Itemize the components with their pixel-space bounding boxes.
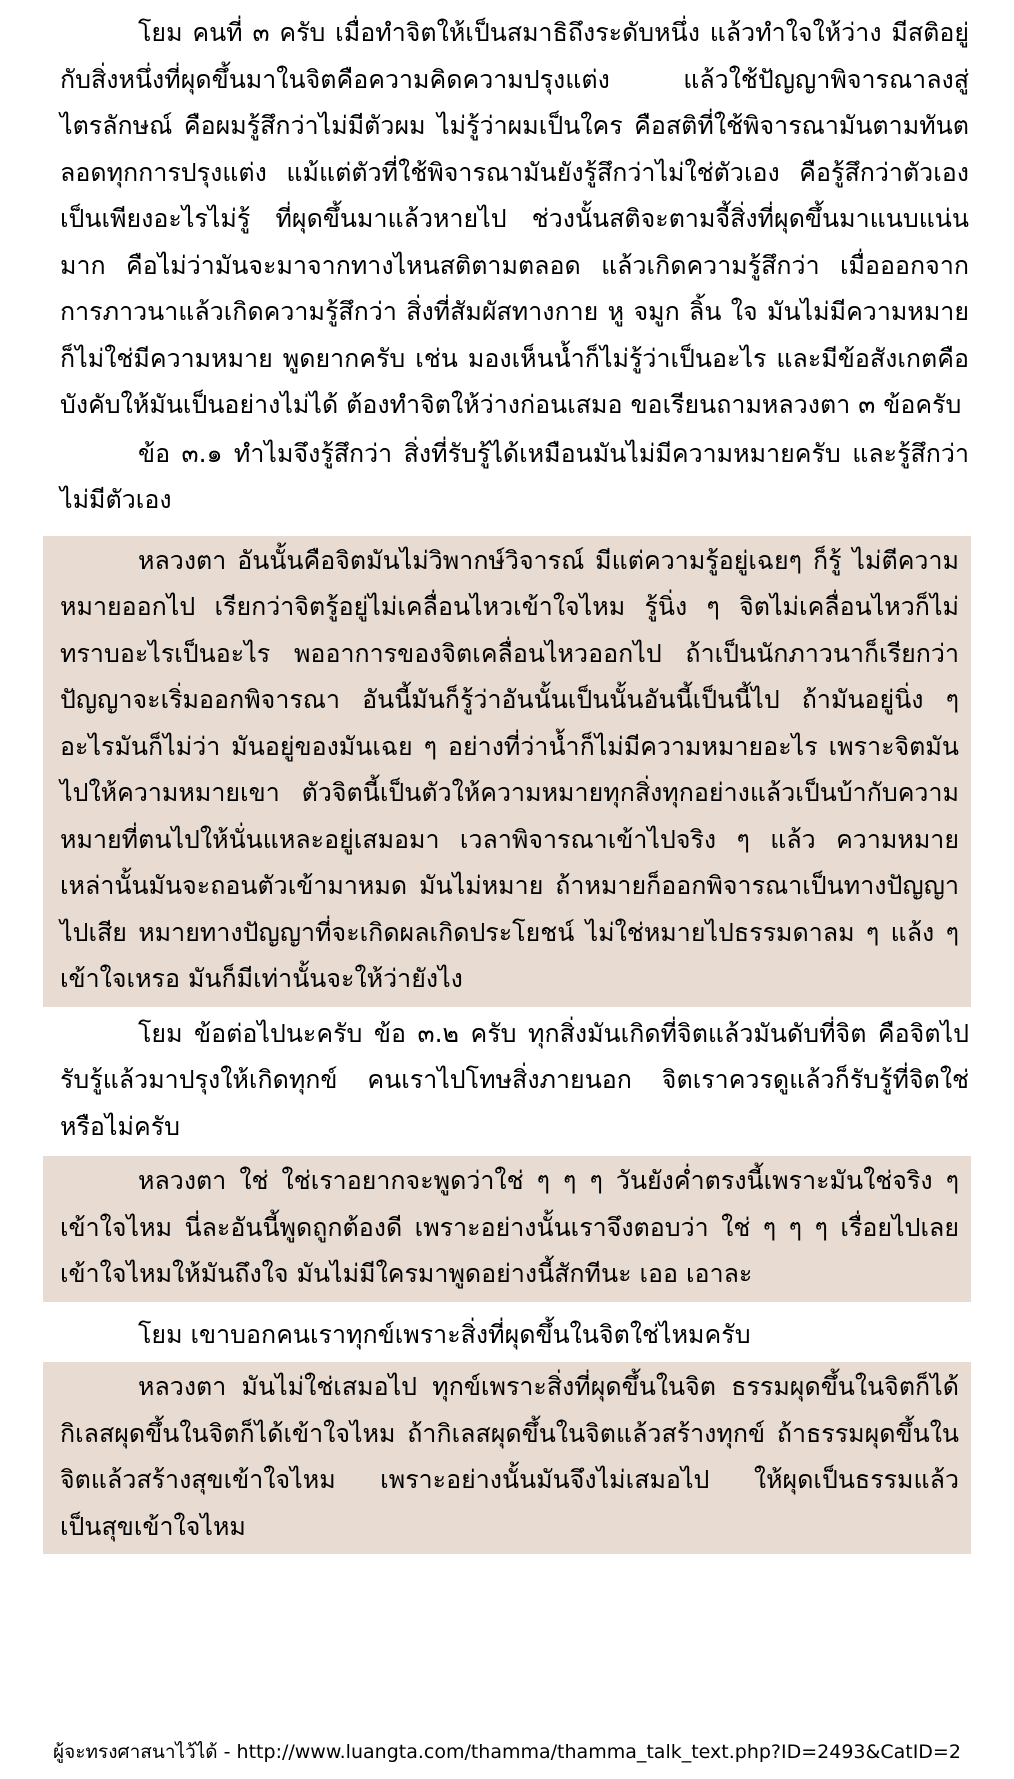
page-footer-source: ผู้จะทรงศาสนาไว้ได้ - http://www.luangta.com/thamma/thamma_talk_text.php?ID=2493&CatID=2 bbox=[53, 1741, 961, 1763]
question-paragraph-3: โยม เขาบอกคนเราทุกข์เพราะสิ่งที่ผุดขึ้นในจิตใช่ไหมครับ bbox=[138, 1319, 751, 1349]
question-paragraph-1: โยม คนที่ ๓ ครับ เมื่อทำจิตให้เป็นสมาธิถึงระดับหนึ่ง แล้วทำใจให้ว่าง มีสติอยู่กับสิ่งหนึ่งที่ผุดขึ้นมาในจิตคือความคิดความปรุงแต่ง แล้วใช้ปัญญาพิจารณาลงสู่ไตรลักษณ์ คือผมรู้สึกว่าไม่มีตัวผม ไม่รู้ว่าผมเป็นใคร คือสติที่ใช้พิจารณามันตามทันตลอดทุกการปรุงแต่ง แม้แต่ตัวที่ใช้พิจารณามันยังรู้สึกว่าไม่ใช่ตัวเอง คือรู้สึกว่าตัวเองเป็นเพียงอะไรไม่รู้ ที่ผุดขึ้นมาแล้วหายไป ช่วงนั้นสติจะตามจี้สิ่งที่ผุดขึ้นมาแนบแน่นมาก คือไม่ว่ามันจะมาจากทางไหนสติตามตลอด แล้วเกิดความรู้สึกว่า เมื่อออกจากการภาวนาแล้วเกิดความรู้สึกว่า สิ่งที่สัมผัสทางกาย หู จมูก ลิ้น ใจ มันไม่มีความหมายก็ไม่ใช่มีความหมาย พูดยากครับ เช่น มองเห็นน้ำก็ไม่รู้ว่าเป็นอะไร และมีข้อสังเกตคือบังคับให้มันเป็นอย่างไม่ได้ ต้องทำจิตให้ว่างก่อนเสมอ ขอเรียนถามหลวงตา ๓ ข้อครับ bbox=[60, 18, 969, 419]
answer-paragraph-3: หลวงตา มันไม่ใช่เสมอไป ทุกข์เพราะสิ่งที่ผุดขึ้นในจิต ธรรมผุดขึ้นในจิตก็ได้ กิเลสผุดขึ้นในจิตก็ได้เข้าใจไหม ถ้ากิเลสผุดขึ้นในจิตแล้วสร้างทุกข์ ถ้าธรรมผุดขึ้นในจิตแล้วสร้างสุขเข้าใจไหม เพราะอย่างนั้นมันจึงไม่เสมอไป ให้ผุดเป็นธรรมแล้วเป็นสุขเข้าใจไหม bbox=[43, 1362, 971, 1554]
question-item-3-1: ข้อ ๓.๑ ทำไมจึงรู้สึกว่า สิ่งที่รับรู้ได้เหมือนมันไม่มีความหมายครับ และรู้สึกว่าไม่มีตัวเอง bbox=[60, 438, 969, 514]
answer-paragraph-2: หลวงตา ใช่ ใช่เราอยากจะพูดว่าใช่ ๆ ๆ ๆ วันยังค่ำตรงนี้เพราะมันใช่จริง ๆ เข้าใจไหม นี่ละอันนี้พูดถูกต้องดี เพราะอย่างนั้นเราจึงตอบว่า ใช่ ๆ ๆ ๆ เรื่อยไปเลยเข้าใจไหมให้มันถึงใจ มันไม่มีใครมาพูดอย่างนี้สักทีนะ เออ เอาละ bbox=[43, 1156, 971, 1302]
answer-paragraph-1: หลวงตา อันนั้นคือจิตมันไม่วิพากษ์วิจารณ์ มีแต่ความรู้อยู่เฉยๆ ก็รู้ ไม่ตีความหมายออกไป เรียกว่าจิตรู้อยู่ไม่เคลื่อนไหวเข้าใจไหม รู้นิ่ง ๆ จิตไม่เคลื่อนไหวก็ไม่ทราบอะไรเป็นอะไร พออาการของจิตเคลื่อนไหวออกไป ถ้าเป็นนักภาวนาก็เรียกว่าปัญญาจะเริ่มออกพิจารณา อันนี้มันก็รู้ว่าอันนั้นเป็นนั้นอันนี้เป็นนี้ไป ถ้ามันอยู่นิ่ง ๆ อะไรมันก็ไม่ว่า มันอยู่ของมันเฉย ๆ อย่างที่ว่าน้ำก็ไม่มีความหมายอะไร เพราะจิตมันไปให้ความหมายเขา ตัวจิตนี้เป็นตัวให้ความหมายทุกสิ่งทุกอย่างแล้วเป็นบ้ากับความหมายที่ตนไปให้นั่นแหละอยู่เสมอมา เวลาพิจารณาเข้าไปจริง ๆ แล้ว ความหมายเหล่านั้นมันจะถอนตัวเข้ามาหมด มันไม่หมาย ถ้าหมายก็ออกพิจารณาเป็นทางปัญญาไปเสีย หมายทางปัญญาที่จะเกิดผลเกิดประโยชน์ ไม่ใช่หมายไปธรรมดาลม ๆ แล้ง ๆ เข้าใจเหรอ มันก็มีเท่านั้นจะให้ว่ายังไง bbox=[43, 536, 971, 1007]
question-paragraph-2: โยม ข้อต่อไปนะครับ ข้อ ๓.๒ ครับ ทุกสิ่งมันเกิดที่จิตแล้วมันดับที่จิต คือจิตไปรับรู้แล้วมาปรุงให้เกิดทุกข์ คนเราไปโทษสิ่งภายนอก จิตเราควรดูแล้วก็รับรู้ที่จิตใช่หรือไม่ครับ bbox=[60, 1018, 969, 1141]
